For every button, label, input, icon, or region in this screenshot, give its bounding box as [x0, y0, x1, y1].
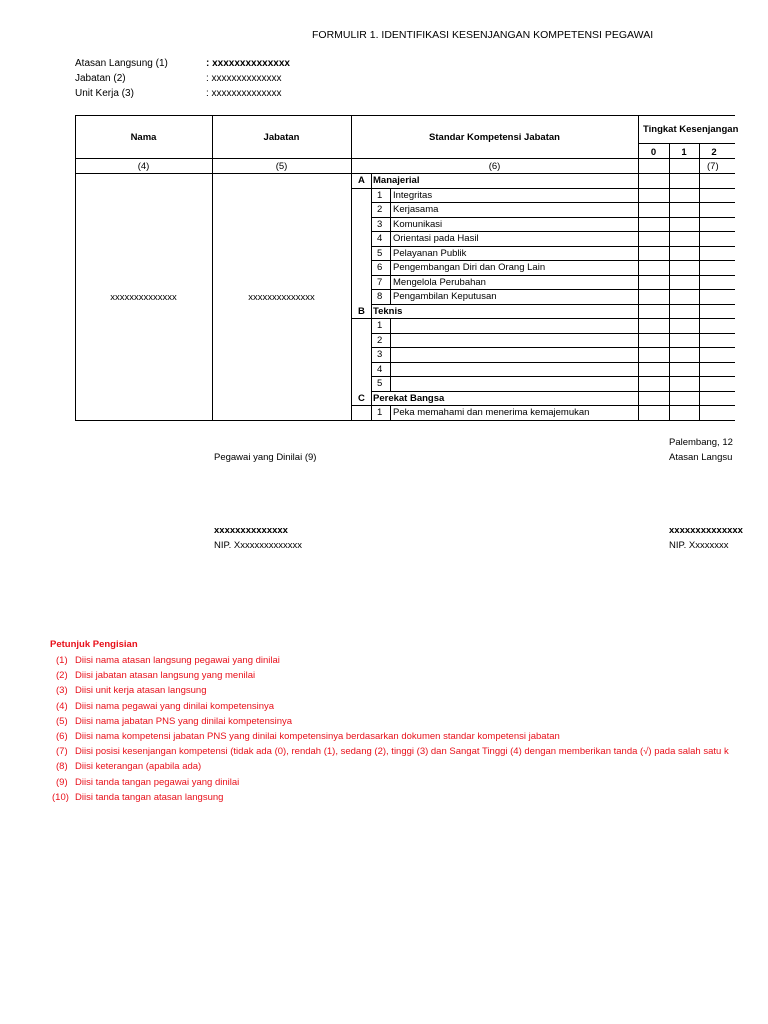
row-number: 6 — [377, 262, 383, 273]
row-number-divider — [390, 260, 391, 275]
instruction-text: Diisi nama pegawai yang dinilai kompetensinya — [75, 701, 275, 712]
row-number: 7 — [377, 277, 383, 288]
row-number-divider — [390, 333, 391, 348]
row-competency-label: Pelayanan Publik — [393, 248, 467, 259]
row-divider — [371, 362, 735, 363]
row-divider — [351, 188, 735, 189]
right-signer-nip: NIP. Xxxxxxxx — [669, 540, 729, 551]
row-divider — [371, 260, 735, 261]
row-number: 1 — [377, 190, 383, 201]
row-competency-label: Pengambilan Keputusan — [393, 291, 497, 302]
jabatan-value: xxxxxxxxxxxxxx — [248, 292, 315, 303]
row-competency-label: Pengembangan Diri dan Orang Lain — [393, 262, 546, 273]
row-number-divider — [390, 217, 391, 232]
row-number: 3 — [377, 349, 383, 360]
col-number-6: (6) — [488, 161, 501, 172]
row-number-divider — [390, 275, 391, 290]
row-divider — [371, 289, 735, 290]
instruction-text: Diisi posisi kesenjangan kompetensi (tidak ada (0), rendah (1), sedang (2), tinggi (3) dan Sangat Tinggi (4) dengan memberikan tanda (√) pada salah satu k — [75, 746, 729, 757]
instruction-text: Diisi jabatan atasan langsung yang menilai — [75, 670, 256, 681]
instruction-number: (9) — [56, 777, 68, 788]
instruction-text: Diisi tanda tangan pegawai yang dinilai — [75, 777, 240, 788]
row-group-label: Teknis — [373, 306, 403, 317]
header-jabatan: Jabatan — [263, 132, 300, 143]
row-divider — [371, 275, 735, 276]
nama-value: xxxxxxxxxxxxxx — [110, 292, 177, 303]
instruction-text: Diisi keterangan (apabila ada) — [75, 761, 202, 772]
row-number: 5 — [377, 378, 383, 389]
row-number: 1 — [377, 407, 383, 418]
instruction-number: (10) — [52, 792, 69, 803]
row-number: 8 — [377, 291, 383, 302]
row-number: 3 — [377, 219, 383, 230]
row-number-divider — [390, 289, 391, 304]
left-signer-name: xxxxxxxxxxxxxx — [214, 525, 288, 536]
meta-value-unit-kerja: : xxxxxxxxxxxxxx — [206, 88, 282, 99]
row-divider — [371, 391, 735, 392]
place-date: Palembang, 12 — [669, 437, 733, 448]
row-number: 4 — [377, 233, 383, 244]
row-number-divider — [390, 202, 391, 217]
col-number-5: (5) — [275, 161, 288, 172]
header-level-0: 0 — [650, 147, 657, 158]
row-number-divider — [390, 246, 391, 261]
instruction-number: (2) — [56, 670, 68, 681]
row-divider — [351, 318, 735, 319]
instruction-number: (7) — [56, 746, 68, 757]
row-competency-label: Komunikasi — [393, 219, 443, 230]
row-group-label: Manajerial — [373, 175, 420, 186]
row-number-divider — [390, 376, 391, 391]
row-divider — [371, 217, 735, 218]
row-group-code: B — [358, 306, 365, 317]
col-number-4: (4) — [137, 161, 150, 172]
instruction-number: (4) — [56, 701, 68, 712]
instructions-heading: Petunjuk Pengisian — [50, 639, 138, 650]
row-group-code: C — [358, 393, 365, 404]
row-competency-label: Kerjasama — [393, 204, 439, 215]
instruction-number: (3) — [56, 685, 68, 696]
row-divider — [371, 304, 735, 305]
row-competency-label: Peka memahami dan menerima kemajemukan — [393, 407, 590, 418]
meta-value-jabatan: : xxxxxxxxxxxxxx — [206, 73, 282, 84]
right-signer-name: xxxxxxxxxxxxxx — [669, 525, 743, 536]
instruction-number: (8) — [56, 761, 68, 772]
meta-value-atasan: : xxxxxxxxxxxxxx — [206, 58, 290, 69]
row-divider — [371, 333, 735, 334]
competency-table — [75, 115, 739, 421]
header-nama: Nama — [130, 132, 157, 143]
row-group-code: A — [358, 175, 365, 186]
right-signer-role: Atasan Langsu — [669, 452, 733, 463]
header-tingkat-kesenjangan: Tingkat Kesenjangan — [643, 124, 739, 135]
instruction-number: (5) — [56, 716, 68, 727]
row-divider — [371, 347, 735, 348]
meta-label-unit-kerja: Unit Kerja (3) — [75, 88, 134, 99]
row-number: 4 — [377, 364, 383, 375]
instruction-text: Diisi nama kompetensi jabatan PNS yang dinilai kompetensinya berdasarkan dokumen standar kompetensi jabatan — [75, 731, 560, 742]
row-divider — [371, 202, 735, 203]
instruction-number: (6) — [56, 731, 68, 742]
row-divider — [371, 231, 735, 232]
row-number-divider — [390, 405, 391, 420]
meta-label-atasan: Atasan Langsung (1) — [75, 58, 168, 69]
instruction-text: Diisi unit kerja atasan langsung — [75, 685, 207, 696]
row-number-divider — [390, 362, 391, 377]
row-divider — [371, 376, 735, 377]
row-divider — [351, 405, 735, 406]
instruction-text: Diisi nama jabatan PNS yang dinilai kompetensinya — [75, 716, 293, 727]
row-competency-label: Mengelola Perubahan — [393, 277, 486, 288]
meta-label-jabatan: Jabatan (2) — [75, 73, 126, 84]
row-competency-label: Orientasi pada Hasil — [393, 233, 479, 244]
row-number-divider — [390, 231, 391, 246]
row-number: 1 — [377, 320, 383, 331]
row-number-divider — [390, 188, 391, 203]
row-group-label: Perekat Bangsa — [373, 393, 445, 404]
left-signer-nip: NIP. Xxxxxxxxxxxxxx — [214, 540, 302, 551]
header-level-1: 1 — [681, 147, 687, 158]
instruction-text: Diisi nama atasan langsung pegawai yang dinilai — [75, 655, 280, 666]
col-number-7: (7) — [707, 161, 719, 172]
header-level-2: 2 — [711, 147, 717, 158]
left-signer-role: Pegawai yang Dinilai (9) — [214, 452, 317, 463]
form-title: FORMULIR 1. IDENTIFIKASI KESENJANGAN KOMPETENSI PEGAWAI — [312, 29, 654, 41]
row-number-divider — [390, 318, 391, 333]
instruction-number: (1) — [56, 655, 68, 666]
row-number: 2 — [377, 204, 383, 215]
row-number: 2 — [377, 335, 383, 346]
row-number: 5 — [377, 248, 383, 259]
header-standar-kompetensi: Standar Kompetensi Jabatan — [429, 132, 560, 143]
row-competency-label: Integritas — [393, 190, 433, 201]
instruction-text: Diisi tanda tangan atasan langsung — [75, 792, 224, 803]
row-divider — [371, 420, 735, 421]
row-number-divider — [390, 347, 391, 362]
row-divider — [371, 246, 735, 247]
